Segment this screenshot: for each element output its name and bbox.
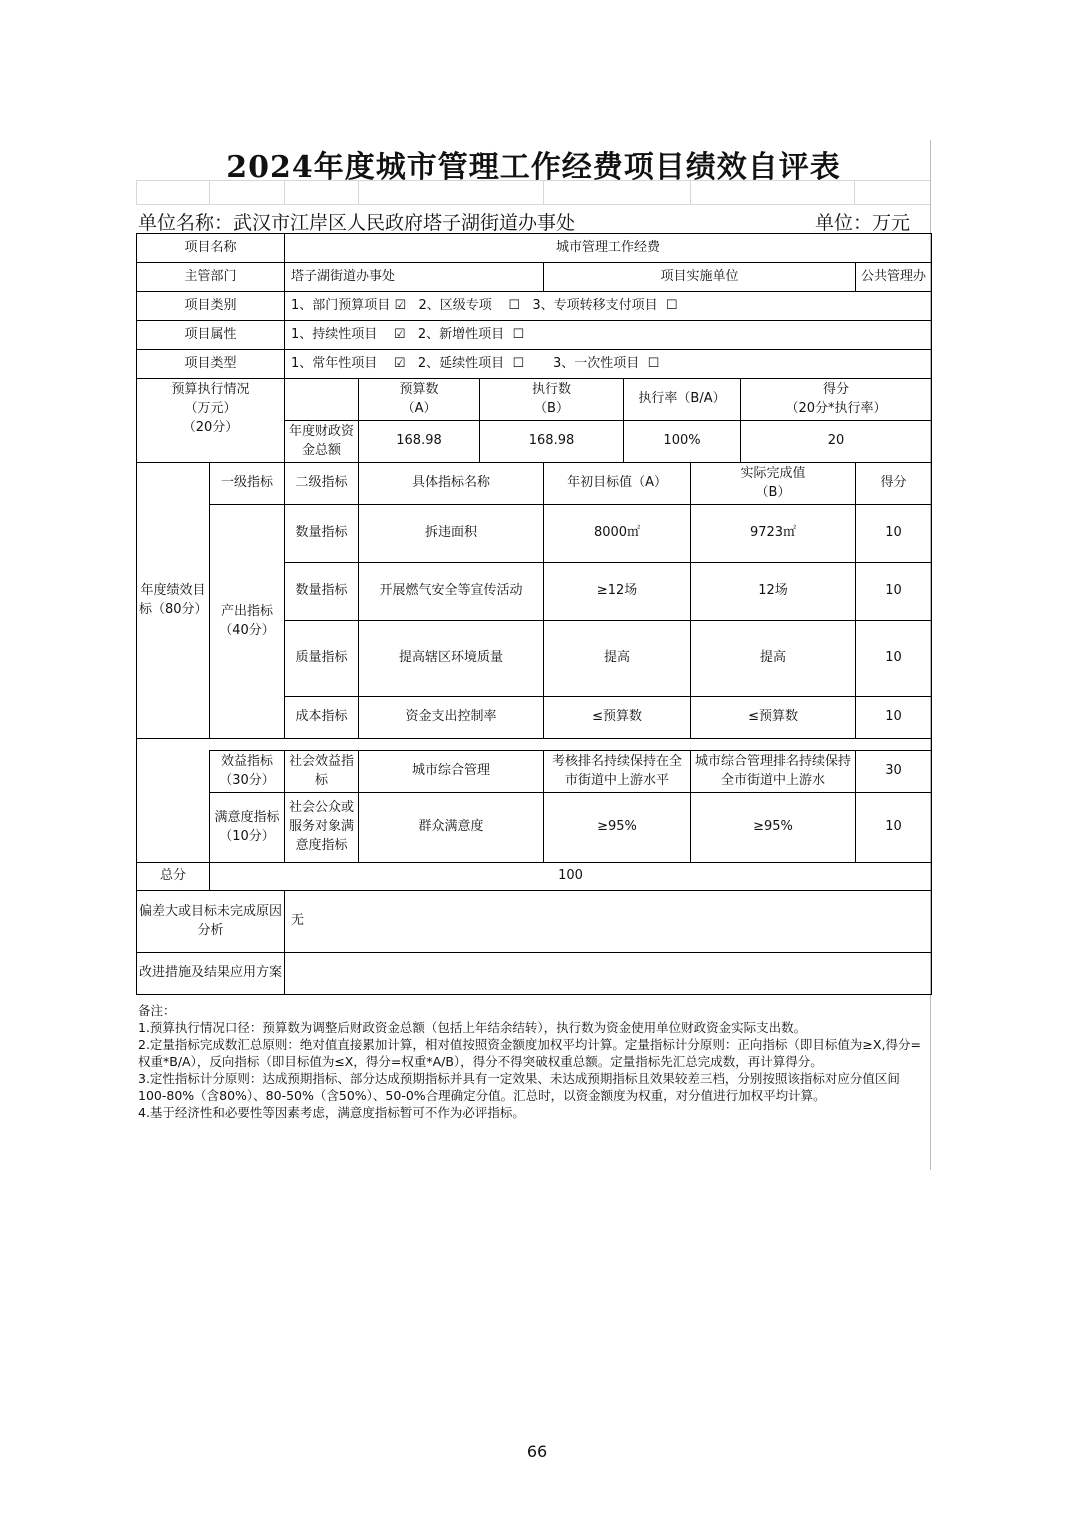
targets-h5 <box>691 463 856 505</box>
target-l2: 数量指标 <box>285 505 359 563</box>
targets-section-label: 年度绩效目标（80分） <box>137 463 210 739</box>
target-value: ≤预算数 <box>544 697 691 739</box>
note-item: 1.预算执行情况口径：预算数为调整后财政资金总额（包括上年结余结转），执行数为资金使用单位财政资金实际支出数。 <box>138 1020 807 1035</box>
checkbox-checked: ☑ <box>393 326 406 342</box>
budget-col-b <box>480 379 624 421</box>
target-value: 考核排名持续保持在全市街道中上游水平 <box>544 751 691 793</box>
target-name: 开展燃气安全等宣传活动 <box>359 563 544 621</box>
attribute-options <box>285 321 932 350</box>
project-name-value: 城市管理工作经费 <box>285 234 932 263</box>
checkbox-unchecked: ☐ <box>665 297 678 313</box>
target-score: 30 <box>856 751 932 793</box>
target-name: 群众满意度 <box>359 793 544 863</box>
output-indicator-label: 产出指标（40分） <box>210 505 285 739</box>
targets-h5-title: 实际完成值 <box>740 465 806 481</box>
targets-section-continue <box>137 793 210 863</box>
checkbox-unchecked: ☐ <box>647 355 660 371</box>
budget-col-b-title: 执行数 <box>532 381 572 397</box>
project-name-label: 项目名称 <box>137 234 285 263</box>
budget-b-value: 168.98 <box>480 421 624 463</box>
sheet-gridline <box>358 180 359 204</box>
evaluation-table <box>136 233 932 995</box>
target-score: 10 <box>856 697 932 739</box>
target-score: 10 <box>856 621 932 697</box>
category-label: 项目类别 <box>137 292 285 321</box>
budget-rate-value: 100% <box>624 421 741 463</box>
target-l2: 质量指标 <box>285 621 359 697</box>
target-l2: 社会公众或服务对象满意度指标 <box>285 793 359 863</box>
deviation-value: 无 <box>285 891 932 953</box>
targets-h6: 得分 <box>856 463 932 505</box>
row-budget-header <box>137 379 932 421</box>
category-option-3: 3、专项转移支付项目 <box>532 297 658 313</box>
unit-line <box>138 208 930 234</box>
budget-label-line1: 预算执行情况 <box>171 382 250 397</box>
budget-col-a <box>359 379 480 421</box>
target-name: 拆违面积 <box>359 505 544 563</box>
budget-score-value: 20 <box>741 421 932 463</box>
unit-currency: 单位：万元 <box>814 212 910 234</box>
improve-value <box>285 953 932 995</box>
target-score: 10 <box>856 505 932 563</box>
type-option-2: 2、延续性项目 <box>417 355 505 371</box>
budget-col-score <box>741 379 932 421</box>
attribute-label: 项目属性 <box>137 321 285 350</box>
attribute-option-1: 1、持续性项目 <box>291 326 378 342</box>
sheet-gridline <box>854 180 855 204</box>
checkbox-unchecked: ☐ <box>512 355 525 371</box>
checkbox-checked: ☑ <box>394 297 407 313</box>
row-improve <box>137 953 932 995</box>
sheet-gridline <box>284 180 285 204</box>
row-category <box>137 292 932 321</box>
category-options <box>285 292 932 321</box>
target-l2: 成本指标 <box>285 697 359 739</box>
improve-label: 改进措施及结果应用方案 <box>137 953 285 995</box>
row-deviation <box>137 891 932 953</box>
notes-heading: 备注： <box>138 1003 176 1018</box>
impl-unit-value: 公共管理办 <box>856 263 932 292</box>
target-row <box>137 793 932 863</box>
type-options <box>285 350 932 379</box>
category-option-1: 1、部门预算项目 <box>291 297 391 313</box>
actual-value: ≤预算数 <box>691 697 856 739</box>
actual-value: 12场 <box>691 563 856 621</box>
target-name: 提高辖区环境质量 <box>359 621 544 697</box>
budget-label-line2: （万元） <box>184 400 237 416</box>
type-label: 项目类型 <box>137 350 285 379</box>
target-value: 8000㎡ <box>544 505 691 563</box>
budget-col-a-title: 预算数 <box>399 381 439 397</box>
targets-h1: 一级指标 <box>210 463 285 505</box>
checkbox-unchecked: ☐ <box>508 297 520 313</box>
row-dept <box>137 263 932 292</box>
row-targets-header <box>137 463 932 505</box>
targets-section-continue <box>137 751 210 793</box>
sheet-gridline <box>136 180 931 181</box>
target-row <box>137 505 932 563</box>
dept-value: 塔子湖街道办事处 <box>285 263 544 292</box>
actual-value: ≥95% <box>691 793 856 863</box>
impl-unit-label: 项目实施单位 <box>544 263 856 292</box>
targets-h2: 二级指标 <box>285 463 359 505</box>
target-name: 城市综合管理 <box>359 751 544 793</box>
budget-row-label: 年度财政资金总额 <box>285 421 359 463</box>
targets-h5-sub: （B） <box>755 484 791 500</box>
note-item: 2.定量指标完成数汇总原则：绝对值直接累加计算，相对值按照资金额度加权平均计算。定量指标计分原则：正向指标（即目标值为≥X,得分=权重*B/A），反向指标（即目标值为≤X，得分=权重*A/B），得分不得突破权重总额。定量指标先汇总完成数，再计算得分。 <box>138 1037 921 1069</box>
row-type <box>137 350 932 379</box>
sheet-gridline <box>209 180 210 204</box>
type-option-3: 3、一次性项目 <box>553 355 640 371</box>
sheet-gridline <box>543 180 544 204</box>
checkbox-checked: ☑ <box>393 355 406 371</box>
deviation-label: 偏差大或目标未完成原因分析 <box>137 891 285 953</box>
sheet-gridline <box>690 180 691 204</box>
dept-label: 主管部门 <box>137 263 285 292</box>
page-number: 66 <box>526 1442 548 1461</box>
target-value: ≥95% <box>544 793 691 863</box>
budget-col-score-sub: （20分*执行率） <box>785 400 887 416</box>
actual-value: 提高 <box>691 621 856 697</box>
notes <box>138 1002 928 1121</box>
total-label: 总分 <box>137 863 210 891</box>
target-name: 资金支出控制率 <box>359 697 544 739</box>
budget-col-rate: 执行率（B/A） <box>624 379 741 421</box>
budget-label-line3: （20分） <box>182 419 239 435</box>
satisfaction-indicator-label: 满意度指标（10分） <box>210 793 285 863</box>
budget-col-a-sub: （A） <box>401 400 437 416</box>
target-l2: 数量指标 <box>285 563 359 621</box>
page-title: 2024年度城市管理工作经费项目绩效自评表 <box>226 150 841 185</box>
target-value: 提高 <box>544 621 691 697</box>
checkbox-unchecked: ☐ <box>512 326 525 342</box>
note-item: 3.定性指标计分原则：达成预期指标、部分达成预期指标并具有一定效果、未达成预期指标且效果较差三档，分别按照该指标对应分值区间100-80%（含80%）、80-50%（含50%）、50-0%合理确定分值。汇总时，以资金额度为权重，对分值进行加权平均计算。 <box>138 1071 900 1103</box>
unit-name: 单位名称：武汉市江岸区人民政府塔子湖街道办事处 <box>138 212 576 234</box>
target-row <box>137 751 932 793</box>
budget-label <box>137 379 285 463</box>
sheet-gridline <box>136 180 137 204</box>
row-project-name <box>137 234 932 263</box>
target-score: 10 <box>856 793 932 863</box>
table-gap <box>137 739 932 751</box>
target-l2: 社会效益指标 <box>285 751 359 793</box>
category-option-2: 2、区级专项 <box>418 297 492 313</box>
targets-h4: 年初目标值（A） <box>544 463 691 505</box>
row-attribute <box>137 321 932 350</box>
budget-col-score-title: 得分 <box>823 381 850 397</box>
note-item: 4.基于经济性和必要性等因素考虑，满意度指标暂可不作为必评指标。 <box>138 1105 525 1120</box>
target-score: 10 <box>856 563 932 621</box>
budget-col-b-sub: （B） <box>534 400 569 416</box>
targets-h3: 具体指标名称 <box>359 463 544 505</box>
budget-a-value: 168.98 <box>359 421 480 463</box>
actual-value: 9723㎡ <box>691 505 856 563</box>
type-option-1: 1、常年性项目 <box>291 355 378 371</box>
effect-indicator-label: 效益指标（30分） <box>210 751 285 793</box>
actual-value: 城市综合管理排名持续保持全市街道中上游水 <box>691 751 856 793</box>
row-total <box>137 863 932 891</box>
sheet-gridline <box>136 204 931 205</box>
attribute-option-2: 2、新增性项目 <box>417 326 505 342</box>
total-value: 100 <box>210 863 932 891</box>
table-gap-cell <box>137 739 932 751</box>
budget-empty-cell <box>285 379 359 421</box>
target-value: ≥12场 <box>544 563 691 621</box>
